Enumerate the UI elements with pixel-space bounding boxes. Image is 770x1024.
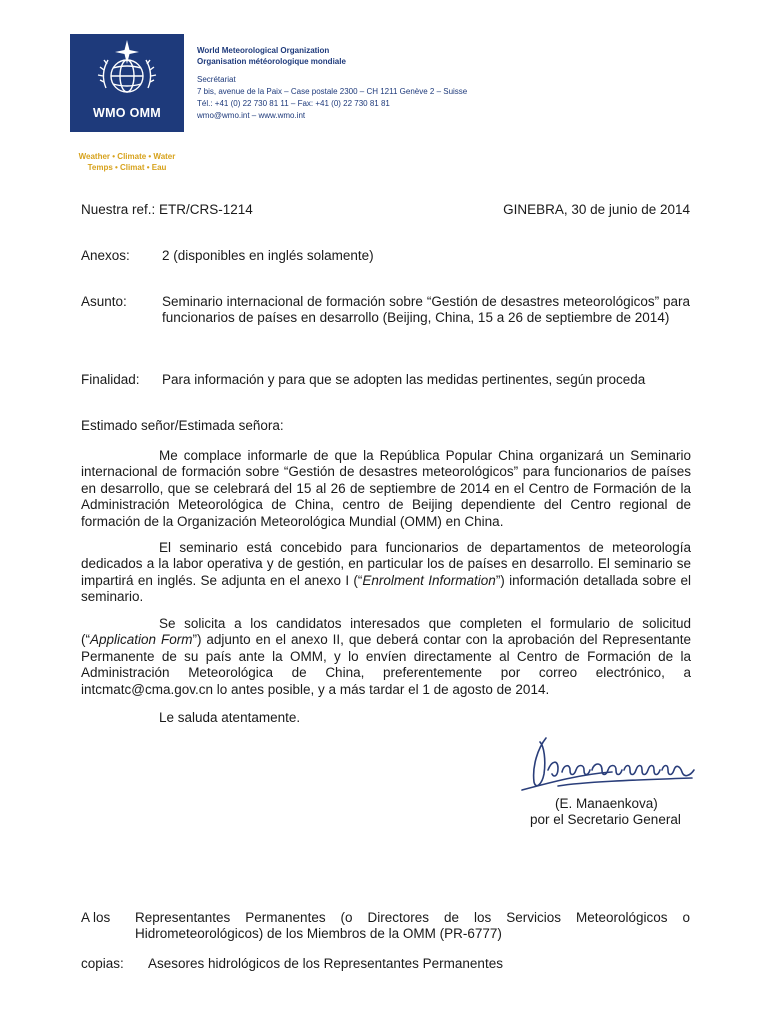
asunto-label: Asunto: bbox=[81, 294, 127, 309]
signatory-name: (E. Manaenkova) bbox=[555, 796, 658, 811]
anexos-value: 2 (disponibles en inglés solamente) bbox=[162, 248, 374, 263]
recipients-value: Representantes Permanentes (o Directores de los Servicios Meteorológicos o Hidrometeorológicos) de los Miembros de la OMM (PR-6777) bbox=[135, 910, 690, 941]
finalidad-label: Finalidad: bbox=[81, 372, 140, 387]
org-name-en: World Meteorological Organization bbox=[197, 46, 330, 55]
paragraph-2: El seminario está concebido para funcionarios de departamentos de meteorología dedicados a la labor operativa y de gestión, en particular los de países en desarrollo. El seminario se impartirá en inglés. Se adjunta en el anexo I (“Enrolment Information”) información detallada sobre el seminario. bbox=[81, 540, 691, 605]
asunto-value: Seminario internacional de formación sobre “Gestión de desastres meteorológicos” para funcionarios de países en desarrollo (Beijing, China, 15 a 26 de septiembre de 2014) bbox=[162, 294, 690, 325]
paragraph-1: Me complace informarle de que la República Popular China organizará un Seminario internacional de formación sobre “Gestión de desastres meteorológicos” para funcionarios de países en desarrollo, que se celebrará del 15 al 26 de septiembre de 2014 en el Centro de Formación de la Administración Meteorológica de China, centro de Beijing dependiente del Centro regional de formación de la Organización Meteorológica Mundial (OMM) en China. bbox=[81, 448, 691, 529]
closing: Le saluda atentamente. bbox=[159, 710, 301, 725]
tagline-fr: Temps • Climat • Eau bbox=[87, 163, 167, 172]
signature-image bbox=[512, 730, 712, 800]
tagline-en: Weather • Climate • Water bbox=[78, 152, 176, 161]
phone-fax: Tél.: +41 (0) 22 730 81 11 – Fax: +41 (0) 22 730 81 81 bbox=[197, 99, 390, 108]
org-name-fr: Organisation météorologique mondiale bbox=[197, 57, 346, 66]
enrolment-info-term: Enrolment Information bbox=[362, 572, 496, 588]
secretariat-label: Secrétariat bbox=[197, 75, 236, 84]
finalidad-value: Para información y para que se adopten las medidas pertinentes, según proceda bbox=[162, 372, 646, 387]
copies-value: Asesores hidrológicos de los Representantes Permanentes bbox=[148, 956, 503, 971]
recipients-label: A los bbox=[81, 910, 111, 925]
application-form-term: Application Form bbox=[90, 632, 193, 648]
reference: Nuestra ref.: ETR/CRS-1214 bbox=[81, 202, 253, 217]
paragraph-3: Se solicita a los candidatos interesados que completen el formulario de solicitud (“Application Form”) adjunto en el anexo II, que deberá contar con la aprobación del Representante Permanente de su país ante la OMM, y lo envíen directamente al Centro de Formación de la Administración Meteorológica de China, preferentemente por correo electrónico, a intcmatc@cma.gov.cn lo antes posible, y a más tardar el 1 de agosto de 2014. bbox=[81, 616, 691, 697]
place-date: GINEBRA, 30 de junio de 2014 bbox=[503, 202, 690, 217]
address: 7 bis, avenue de la Paix – Case postale 2300 – CH 1211 Genève 2 – Suisse bbox=[197, 87, 468, 96]
anexos-label: Anexos: bbox=[81, 248, 130, 263]
copies-label: copias: bbox=[81, 956, 124, 971]
wmo-emblem-icon bbox=[92, 38, 162, 106]
wmo-logo bbox=[70, 34, 184, 132]
signatory-title: por el Secretario General bbox=[530, 812, 681, 827]
contact-web: wmo@wmo.int – www.wmo.int bbox=[197, 111, 306, 120]
salutation: Estimado señor/Estimada señora: bbox=[81, 418, 284, 433]
logo-wordmark: WMO OMM bbox=[92, 106, 162, 120]
